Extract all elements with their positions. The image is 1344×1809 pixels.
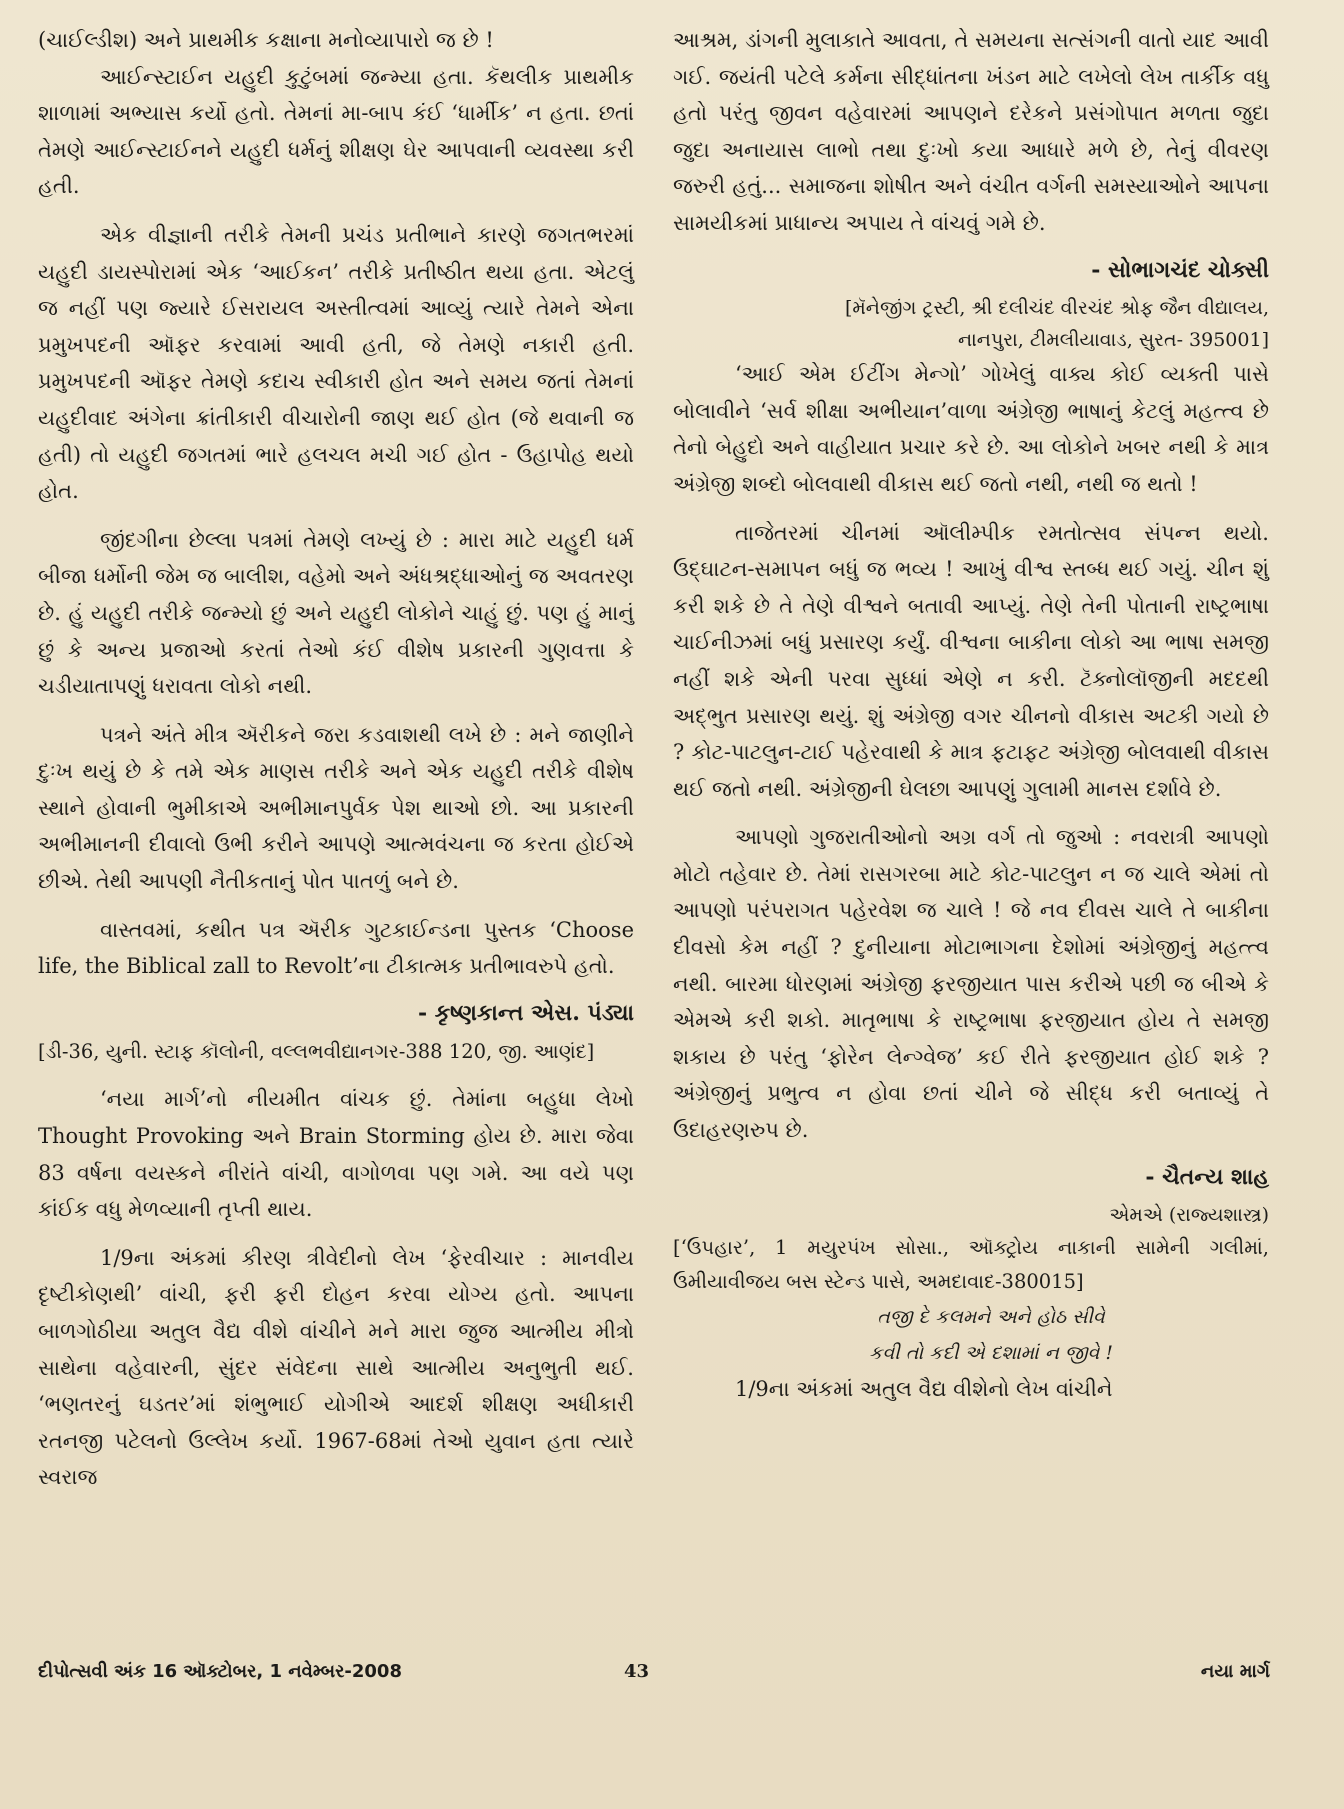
paragraph: પત્રને અંતે મીત્ર ઍરીકને જરા કડવાશથી લખે છે : મને જાણીને દુઃખ થયું છે કે તમે એક માણસ તરીકે અને એક યહુદી તરીકે વીશેષ સ્થાને હોવાની ભુમીકાએ અભીમાનપુર્વક પેશ થાઓ છો. આ પ્રકારની અભીમાનની દીવાલો ઉભી કરીને આપણે આત્મવંચના જ કરતા હોઈએ છીએ. તેથી આપણી નૈતીકતાનું પોત પાતળું બને છે.: [38, 722, 634, 894]
paragraph: (ચાઈલ્ડીશ) અને પ્રાથમીક કક્ષાના મનોવ્યાપારો જ છે !: [38, 28, 494, 52]
poem-line: તજી દે કલમને અને હોઠ સીવે: [877, 1306, 1105, 1329]
paragraph: વાસ્તવમાં, કથીત પત્ર ઍરીક ગુટકાઈન્ડના પુસ્તક ‘Choose life, the Biblical zall to Revolt’ના ટીકાત્મક પ્રતીભાવરુપે હતો.: [38, 917, 634, 979]
paragraph: જીંદગીના છેલ્લા પત્રમાં તેમણે લખ્યું છે : મારા માટે યહુદી ધર્મ બીજા ધર્મોની જેમ જ બાલીશ, વહેમો અને અંધશ્રદ્ધાઓનું જ અવતરણ છે. હું યહુદી તરીકે જન્મ્યો છું અને યહુદી લોકોને ચાહું છું. પણ હું માનું છું કે અન્ય પ્રજાઓ કરતાં તેઓ કંઈ વીશેષ પ્રકારની ગુણવત્તા કે ચડીયાતાપણું ધરાવતા લોકો નથી.: [38, 527, 634, 699]
author-signature: - ચૈતન્ય શાહ: [1145, 1163, 1269, 1190]
author-address: [‘ઉપહાર’, 1 મયુરપંખ સોસા., ઑક્ટ્રોય નાકાની સામેની ગલીમાં, ઉમીયાવીજય બસ સ્ટેન્ડ પાસે, અમદાવાદ-380015]: [673, 1236, 1269, 1294]
author-address-line: [મૅનેજીંગ ટ્રસ્ટી, શ્રી દલીચંદ વીરચંદ શ્રોફ જૈન વીદ્યાલય,: [844, 297, 1269, 320]
page-number: 43: [624, 1661, 650, 1682]
author-qualification: એમએ (રાજ્યશાસ્ત્ર): [1109, 1204, 1269, 1227]
issue-label: દીપોત્સવી અંક 16 ઑક્ટોબર, 1 નવેમ્બર-2008: [38, 1661, 402, 1682]
paragraph: ‘આઈ એમ ઈટીંગ મેન્ગો’ ગોખેલું વાક્ય કોઈ વ્યક્તી પાસે બોલાવીને ‘સર્વ શીક્ષા અભીયાન’વાળા અંગ્રેજી ભાષાનું કેટલું મહત્ત્વ છે તેનો બેહુદો અને વાહીયાત પ્રચાર કરે છે. આ લોકોને ખબર નથી કે માત્ર અંગ્રેજી શબ્દો બોલવાથી વીકાસ થઈ જતો નથી, નથી જ થતો !: [673, 362, 1269, 496]
paragraph: ‘નયા માર્ગ’નો નીયમીત વાંચક છું. તેમાંના બહુધા લેખો Thought Provoking અને Brain Storming હોય છે. મારા જેવા 83 વર્ષના વયસ્કને નીરાંતે વાંચી, વાગોળવા પણ ગમે. આ વયે પણ કાંઈક વધુ મેળવ્યાની તૃપ્તી થાય.: [38, 1087, 634, 1222]
paragraph: 1/9ના અંકમાં અતુલ વૈદ્ય વીશેનો લેખ વાંચીને: [735, 1377, 1113, 1402]
author-signature: - કૃષ્ણકાન્ત એસ. પંડ્યા: [417, 999, 634, 1026]
author-address-line: નાનપુરા, ટીમલીયાવાડ, સુરત- 395001]: [958, 329, 1269, 352]
paragraph: આશ્રમ, ડાંગની મુલાકાતે આવતા, તે સમયના સત્સંગની વાતો યાદ આવી ગઈ. જયંતી પટેલે કર્મના સીદ્ધાંતના ખંડન માટે લખેલો લેખ તાર્કીક વધુ હતો પરંતુ જીવન વહેવારમાં આપણને દરેકને પ્રસંગોપાત મળતા જુદા જુદા અનાયાસ લાભો તથા દુઃખો કયા આધારે મળે છે, તેનું વીવરણ જરુરી હતું... સમાજના શોષીત અને વંચીત વર્ગની સમસ્યાઓને આપના સામયીકમાં પ્રાધાન્ય અપાય તે વાંચવું ગમે છે.: [673, 28, 1269, 235]
paragraph: એક વીજ્ઞાની તરીકે તેમની પ્રચંડ પ્રતીભાને કારણે જગતભરમાં યહુદી ડાયસ્પોરામાં એક ‘આઈકન’ તરીકે પ્રતીષ્ઠીત થયા હતા. એટલું જ નહીં પણ જ્યારે ઈસરાયલ અસ્તીત્વમાં આવ્યું ત્યારે તેમને એના પ્રમુખપદની ઑફર કરવામાં આવી હતી, જે તેમણે નકારી હતી. પ્રમુખપદની ઑફર તેમણે કદાચ સ્વીકારી હોત અને સમય જતાં તેમનાં યહુદીવાદ અંગેના ક્રાંતીકારી વીચારોની જાણ થઈ હોત (જે થવાની જ હતી) તો યહુદી જગતમાં ભારે હલચલ મચી ગઈ હોત - ઉહાપોહ થયો હોત.: [38, 222, 634, 504]
paragraph: આઈન્સ્ટાઈન યહુદી કુટુંબમાં જન્મ્યા હતા. કૅથલીક પ્રાથમીક શાળામાં અભ્યાસ કર્યો હતો. તેમનાં મા-બાપ કંઈ ‘ધાર્મીક’ ન હતા. છતાં તેમણે આઈન્સ્ટાઈનને યહુદી ધર્મનું શીક્ષણ ઘેર આપવાની વ્યવસ્થા કરી હતી.: [38, 64, 634, 199]
paragraph: આપણો ગુજરાતીઓનો અગ્ર વર્ગ તો જુઓ : નવરાત્રી આપણો મોટો તહેવાર છે. તેમાં રાસગરબા માટે કોટ-પાટલુન ન જ ચાલે એમાં તો આપણો પરંપરાગત પહેરવેશ જ ચાલે ! જે નવ દીવસ ચાલે તે બાકીના દીવસો કેમ નહીં ? દુનીયાના મોટાભાગના દેશોમાં અંગ્રેજીનું મહત્ત્વ નથી. બારમા ધોરણમાં અંગ્રેજી ફરજીયાત પાસ કરીએ પછી જ બીએ કે એમએ કરી શકો. માતૃભાષા કે રાષ્ટ્રભાષા ફરજીયાત હોય તે સમજી શકાય છે પરંતુ ‘ફોરેન લેન્ગ્વેજ’ કઈ રીતે ફરજીયાત હોઈ શકે ? અંગ્રેજીનું પ્રભુત્વ ન હોવા છતાં ચીને જે સીદ્ધ કરી બતાવ્યું તે ઉદાહરણરુપ છે.: [673, 825, 1269, 1143]
page-footer: [38, 1661, 1270, 1691]
paragraph: તાજેતરમાં ચીનમાં ઑલીમ્પીક રમતોત્સવ સંપન્ન થયો. ઉદ્‌ઘાટન-સમાપન બધું જ ભવ્ય ! આખું વીશ્વ સ્તબ્ધ થઈ ગયું. ચીન શું કરી શકે છે તે તેણે વીશ્વને બતાવી આપ્યું. તેણે તેની પોતાની રાષ્ટ્રભાષા ચાઈનીઝમાં બધું પ્રસારણ કર્યું. વીશ્વના બાકીના લોકો આ ભાષા સમજી નહીં શકે એની પરવા સુધ્ધાં એણે ન કરી. ટૅક્નોલૉજીની મદદથી અદ્‌ભુત પ્રસારણ થયું. શું અંગ્રેજી વગર ચીનનો વીકાસ અટકી ગયો છે ? કોટ-પાટલુન-ટાઈ પહેરવાથી કે માત્ર ફટાફટ અંગ્રેજી બોલવાથી વીકાસ થઈ જતો નથી. અંગ્રેજીની ઘેલછા આપણું ગુલામી માનસ દર્શાવે છે.: [673, 520, 1269, 801]
left-column: [38, 22, 634, 1496]
author-signature: - સોભાગચંદ ચોક્સી: [1091, 256, 1269, 283]
magazine-name: નયા માર્ગ: [1200, 1661, 1270, 1682]
author-address: [ડી-36, યુની. સ્ટાફ કૉલોની, વલ્લભવીદ્યાનગર-388 120, જી. આણંદ]: [38, 1040, 595, 1064]
paragraph: 1/9ના અંકમાં કીરણ ત્રીવેદીનો લેખ ‘ફેરવીચાર : માનવીય દૃષ્ટીકોણથી’ વાંચી, ફરી ફરી દોહન કરવા યોગ્ય હતો. આપના બાળગોઠીયા અતુલ વૈદ્ય વીશે વાંચીને મને મારા જુજ આત્મીય મીત્રો સાથેના વહેવારની, સુંદર સંવેદના સાથે આત્મીય અનુભુતી થઈ. ‘ભણતરનું ઘડતર’માં શંભુભાઈ યોગીએ આદર્શ શીક્ષણ અધીકારી રતનજી પટેલનો ઉલ્લેખ કર્યો. 1967-68માં તેઓ યુવાન હતા ત્યારે સ્વરાજ: [38, 1245, 634, 1490]
right-column: [673, 22, 1269, 1408]
poem-line: કવી તો કદી એ દશામાં ન જીવે !: [869, 1342, 1113, 1365]
